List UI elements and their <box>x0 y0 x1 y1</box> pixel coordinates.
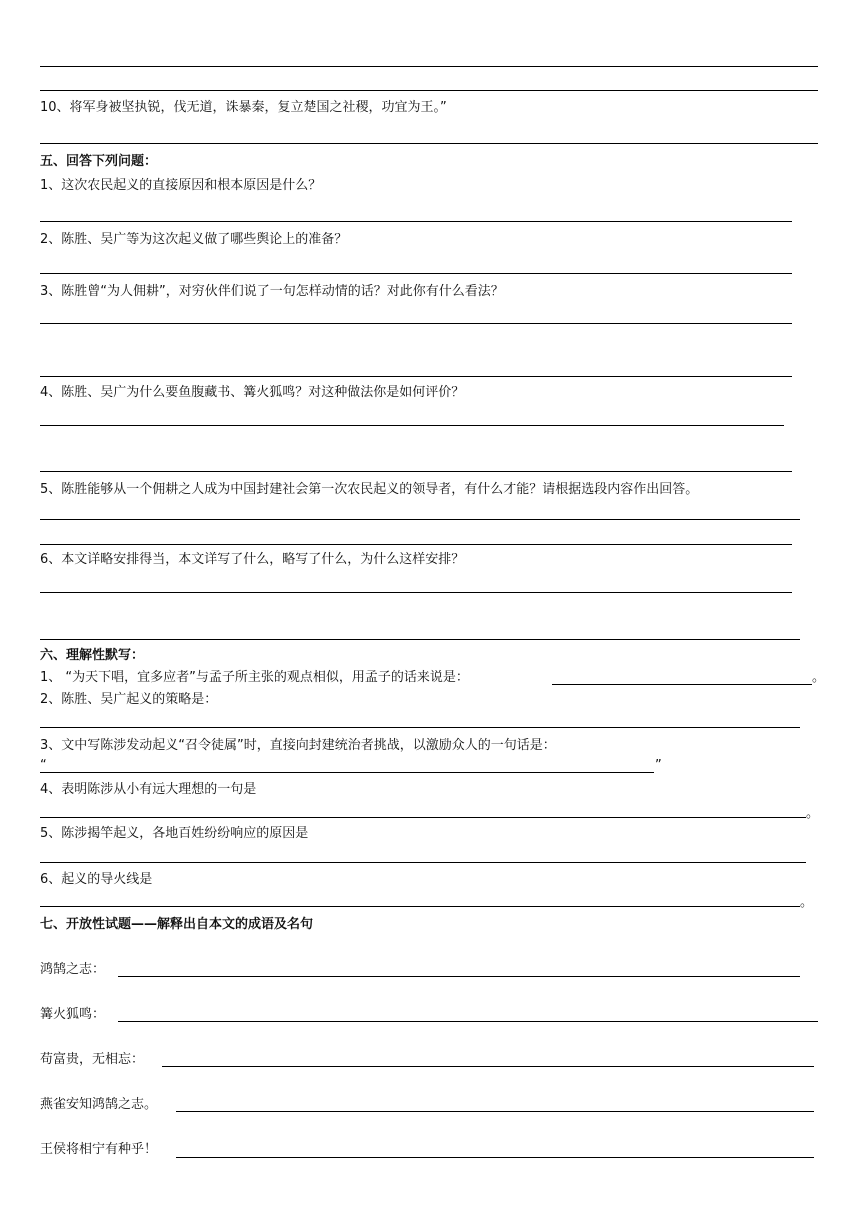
answer-line <box>40 376 792 377</box>
answer-line <box>40 471 792 472</box>
answer-line <box>40 772 654 773</box>
question-5-2: 2、陈胜、吴广等为这次起义做了哪些舆论上的准备？ <box>40 232 348 247</box>
answer-line <box>176 1111 814 1112</box>
question-5-4: 4、陈胜、吴广为什么要鱼腹藏书、篝火狐鸣？对这种做法你是如何评价？ <box>40 385 465 400</box>
answer-line <box>118 976 800 977</box>
answer-line <box>40 639 800 640</box>
question-6-1: 1、 “为天下唱，宜多应者”与孟子所主张的观点相似，用孟子的话来说是： <box>40 670 469 685</box>
answer-line <box>162 1066 814 1067</box>
question-5-1: 1、这次农民起义的直接原因和根本原因是什么？ <box>40 178 322 193</box>
answer-line <box>40 519 800 520</box>
answer-line <box>40 323 792 324</box>
answer-line <box>40 544 792 545</box>
answer-line <box>40 273 792 274</box>
question-6-4: 4、表明陈涉从小有远大理想的一句是 <box>40 782 257 797</box>
question-6-1-end: 。 <box>812 670 826 685</box>
idiom-label: 鸿鹄之志： <box>40 962 106 977</box>
question-5-3: 3、陈胜曾“为人佣耕”，对穷伙伴们说了一句怎样动情的话？对此你有什么看法？ <box>40 284 504 299</box>
answer-line <box>40 592 792 593</box>
question-5-5: 5、陈胜能够从一个佣耕之人成为中国封建社会第一次农民起义的领导者，有什么才能？请根据选段内容作出回答。 <box>40 482 699 497</box>
idiom-label: 王侯将相宁有种乎！ <box>40 1142 158 1157</box>
question-6-3: 3、文中写陈涉发动起义“召令徒属”时，直接向封建统治者挑战，以激励众人的一句话是： <box>40 738 556 753</box>
answer-line <box>40 221 792 222</box>
answer-line <box>40 862 806 863</box>
answer-line <box>40 90 818 91</box>
question-6-3-open: “ <box>40 758 47 773</box>
answer-line <box>552 684 812 685</box>
question-6-5: 5、陈涉揭竿起义，各地百姓纷纷响应的原因是 <box>40 826 309 841</box>
answer-line <box>40 727 800 728</box>
section-title-7: 七、开放性试题——解释出自本文的成语及名句 <box>40 917 314 932</box>
idiom-label: 苟富贵，无相忘： <box>40 1052 145 1067</box>
question-5-6: 6、本文详略安排得当，本文详写了什么，略写了什么，为什么这样安排？ <box>40 552 465 567</box>
answer-line <box>40 143 818 144</box>
section-title-6: 六、理解性默写： <box>40 648 145 663</box>
answer-line <box>40 66 818 67</box>
question-6-6: 6、起义的导火线是 <box>40 872 153 887</box>
idiom-label: 燕雀安知鸿鹄之志。 <box>40 1097 158 1112</box>
answer-line <box>176 1157 814 1158</box>
question-10: 10、将军身被坚执锐，伐无道，诛暴秦，复立楚国之社稷，功宜为王。” <box>40 100 447 115</box>
question-6-4-end: 。 <box>806 806 820 821</box>
section-title-5: 五、回答下列问题： <box>40 154 158 169</box>
idiom-label: 篝火狐鸣： <box>40 1007 106 1022</box>
question-6-3-close: ” <box>655 758 662 773</box>
question-6-6-end: 。 <box>800 895 814 910</box>
answer-line <box>40 817 806 818</box>
answer-line <box>40 906 800 907</box>
answer-line <box>118 1021 818 1022</box>
question-6-2: 2、陈胜、吴广起义的策略是： <box>40 692 218 707</box>
answer-line <box>40 425 784 426</box>
